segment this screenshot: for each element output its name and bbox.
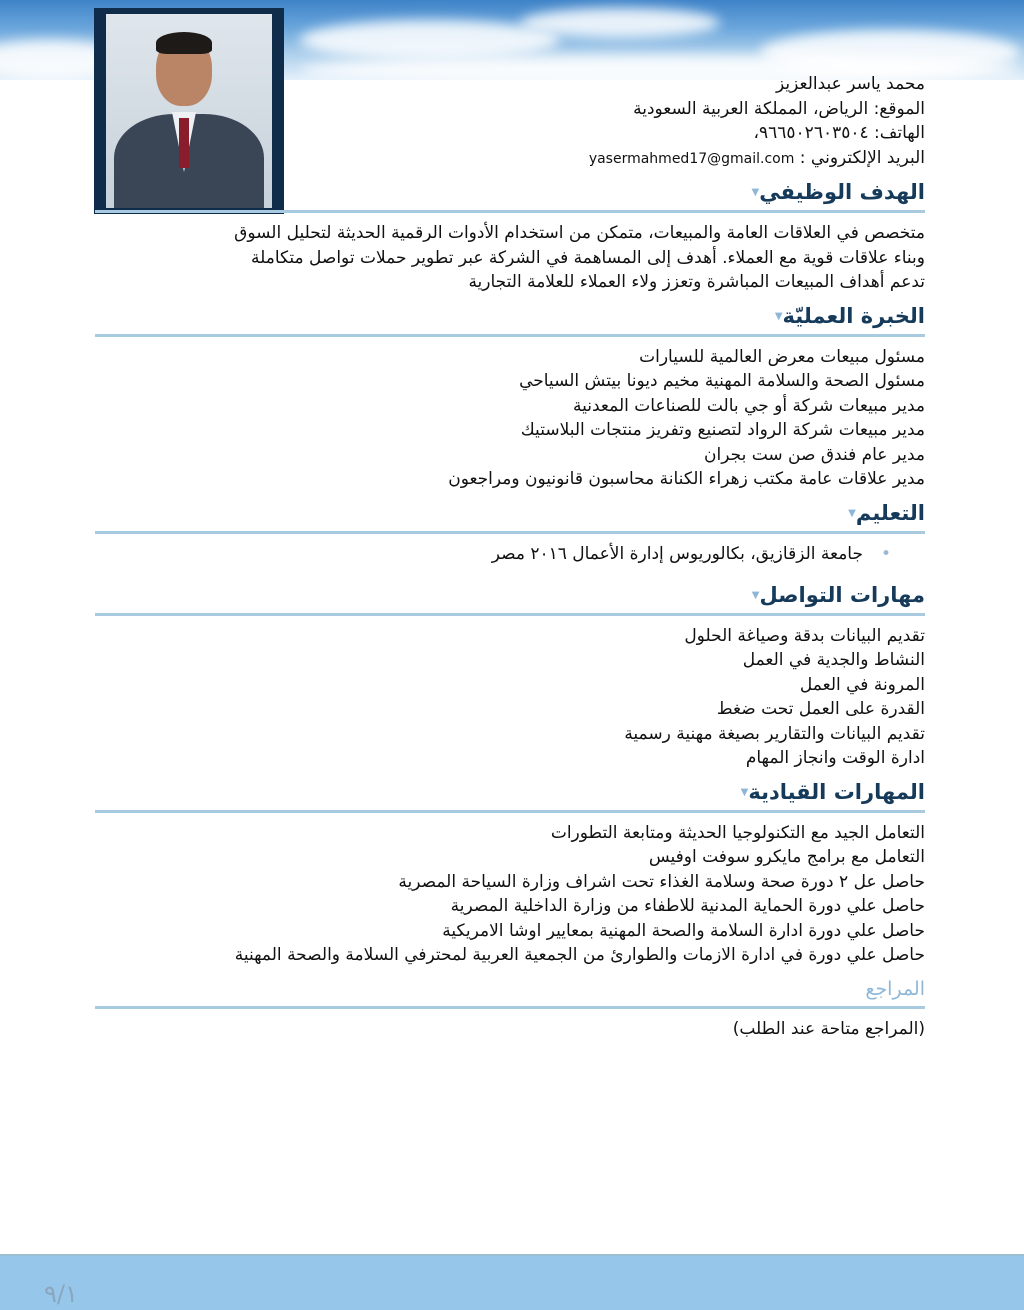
footer-band <box>0 1254 1024 1310</box>
objective-line: متخصص في العلاقات العامة والمبيعات، متمكن من استخدام الأدوات الرقمية الحديثة لتحليل السوق <box>234 223 925 243</box>
section-divider <box>95 210 925 213</box>
education-list <box>95 542 925 566</box>
communication-skill: تقديم البيانات والتقارير بصيغة مهنية رسمية <box>624 723 925 744</box>
full-name: محمد ياسر عبدالعزيز <box>776 74 925 94</box>
section-title-leadership: المهارات القيادية▼ <box>740 779 925 804</box>
section-divider <box>95 1006 925 1009</box>
leadership-skill: التعامل الجيد مع التكنولوجيا الحديثة ومتابعة التطورات <box>550 822 925 843</box>
section-divider <box>95 334 925 337</box>
objective-line: وبناء علاقات قوية مع العملاء. أهدف إلى المساهمة في الشركة عبر تطوير حملات تواصل متكاملة <box>250 247 925 268</box>
experience-item: مدير مبيعات شركة أو جي بالت للصناعات المعدنية <box>573 395 925 416</box>
leadership-skill: حاصل علي دورة الحماية المدنية للاطفاء من وزارة الداخلية المصرية <box>450 896 925 916</box>
phone: الهاتف: ٩٦٦٥٠٢٦٠٣٥٠٤، <box>753 123 925 143</box>
leadership-skill: حاصل علي دورة ادارة السلامة والصحة المهنية بمعايير اوشا الامريكية <box>442 920 925 941</box>
experience-item: مسئول الصحة والسلامة المهنية مخيم ديونا بيتش السياحي <box>519 371 925 391</box>
experience-item: مسئول مبيعات معرض العالمية للسيارات <box>639 346 925 367</box>
section-divider <box>95 531 925 534</box>
leadership-skill: حاصل علي دورة في ادارة الازمات والطوارئ من الجمعية العربية لمحترفي السلامة والصحة المهنية <box>234 945 925 965</box>
bullet-icon: • <box>880 543 891 564</box>
communication-skill: النشاط والجدية في العمل <box>742 650 925 670</box>
education-item: • جامعة الزقازيق، بكالوريوس إدارة الأعمال ٢٠١٦ مصر <box>491 543 891 564</box>
email-label: البريد الإلكتروني : <box>799 147 925 168</box>
section-title-communication: مهارات التواصل▼ <box>751 582 925 607</box>
email-link[interactable]: yasermahmed17@gmail.com <box>588 150 795 167</box>
experience-item: مدير عام فندق صن ست بجران <box>704 444 925 465</box>
communication-skill: القدرة على العمل تحت ضغط <box>716 699 925 719</box>
location: الموقع: الرياض، المملكة العربية السعودية <box>633 98 925 119</box>
references-text: (المراجع متاحة عند الطلب) <box>732 1018 925 1039</box>
leadership-skill: التعامل مع برامج مايكرو سوفت اوفيس <box>648 847 925 867</box>
page-number: ٩/١ <box>44 1280 78 1308</box>
section-title-experience: الخبرة العمليّة▼ <box>774 303 925 328</box>
leadership-skill: حاصل عل ٢ دورة صحة وسلامة الغذاء تحت اشراف وزارة السياحة المصرية <box>398 871 925 892</box>
section-divider <box>95 810 925 813</box>
communication-skill: المرونة في العمل <box>799 674 925 695</box>
section-title-references: المراجع <box>865 977 925 1000</box>
communication-skill: ادارة الوقت وانجاز المهام <box>745 748 925 768</box>
section-title-objective: الهدف الوظيفي▼ <box>751 180 925 204</box>
objective-line: تدعم أهداف المبيعات المباشرة وتعزز ولاء العملاء للعلامة التجارية <box>468 272 925 292</box>
section-divider <box>95 613 925 616</box>
resume-content <box>95 72 925 1041</box>
experience-item: مدير علاقات عامة مكتب زهراء الكنانة محاسبون قانونيون ومراجعون <box>448 469 925 489</box>
experience-item: مدير مبيعات شركة الرواد لتصنيع وتفريز منتجات البلاستيك <box>520 420 925 440</box>
communication-skill: تقديم البيانات بدقة وصياغة الحلول <box>684 625 925 646</box>
contact-info <box>95 72 925 171</box>
section-title-education: التعليم▼ <box>848 500 925 525</box>
email-row <box>95 146 925 172</box>
